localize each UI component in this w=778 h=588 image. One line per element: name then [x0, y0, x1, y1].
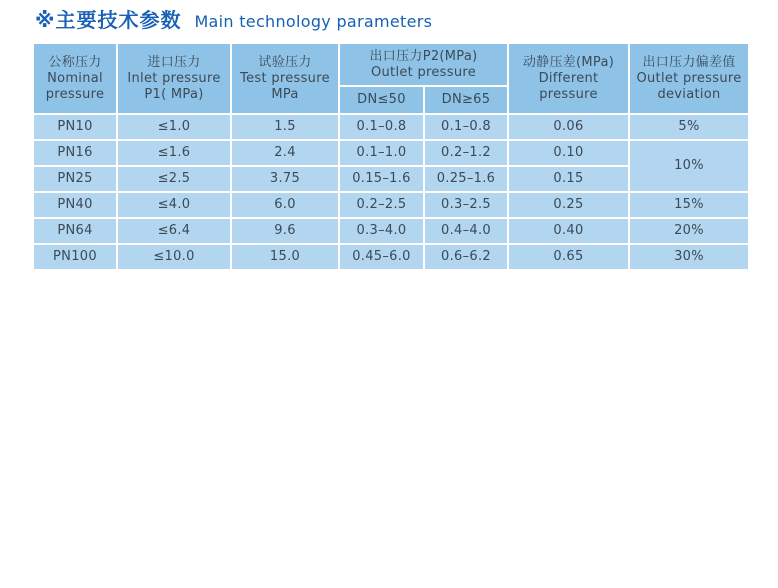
cell-nominal: PN64	[33, 218, 117, 244]
cell-test: 3.75	[231, 166, 339, 192]
cell-diff: 0.15	[508, 166, 629, 192]
cell-deviation-merged: 10%	[629, 140, 749, 192]
cell-nominal: PN40	[33, 192, 117, 218]
header-outlet-en: Outlet pressure	[370, 64, 477, 80]
header-outlet-zh: 出口压力P2(MPa)	[369, 48, 478, 64]
cell-dn65: 0.3–2.5	[424, 192, 508, 218]
cell-dn65: 0.4–4.0	[424, 218, 508, 244]
cell-inlet: ≤1.6	[117, 140, 231, 166]
header-different-pressure	[508, 43, 629, 114]
table-row-pn100	[33, 244, 749, 270]
header-dev-zh: 出口压力偏差值	[642, 54, 736, 70]
header-nominal-pressure	[33, 43, 117, 114]
header-nominal-en1: Nominal	[47, 70, 103, 86]
cell-dn65: 0.2–1.2	[424, 140, 508, 166]
header-dev-en2: deviation	[657, 86, 721, 102]
cell-dn50: 0.3–4.0	[339, 218, 424, 244]
cell-dn50: 0.15–1.6	[339, 166, 424, 192]
page-title-english: Main technology parameters	[194, 12, 433, 31]
header-nominal-en2: pressure	[45, 86, 105, 102]
cell-dn50: 0.2–2.5	[339, 192, 424, 218]
cell-test: 1.5	[231, 114, 339, 140]
header-test-pressure	[231, 43, 339, 114]
header-diff-en2: pressure	[539, 86, 598, 102]
header-nominal-zh: 公称压力	[48, 54, 102, 70]
header-inlet-zh: 进口压力	[147, 54, 201, 70]
header-dn-large: DN≥65	[424, 86, 508, 114]
header-diff-zh: 动静压差(MPa)	[522, 54, 615, 70]
cell-inlet: ≤4.0	[117, 192, 231, 218]
table-row-pn10	[33, 114, 749, 140]
cell-dn65: 0.6–6.2	[424, 244, 508, 270]
cell-dn65: 0.25–1.6	[424, 166, 508, 192]
cell-nominal: PN16	[33, 140, 117, 166]
header-dn-small: DN≤50	[339, 86, 424, 114]
header-outlet-pressure-group	[339, 43, 508, 86]
cell-diff: 0.40	[508, 218, 629, 244]
page-title	[35, 4, 432, 33]
cell-diff: 0.25	[508, 192, 629, 218]
table-row-pn64	[33, 218, 749, 244]
cell-nominal: PN25	[33, 166, 117, 192]
cell-dn50: 0.1–0.8	[339, 114, 424, 140]
cell-diff: 0.65	[508, 244, 629, 270]
table-row-pn16	[33, 140, 749, 166]
header-dev-en1: Outlet pressure	[636, 70, 742, 86]
header-test-en2: MPa	[271, 86, 299, 102]
cell-dn65: 0.1–0.8	[424, 114, 508, 140]
cell-test: 15.0	[231, 244, 339, 270]
cell-nominal: PN10	[33, 114, 117, 140]
header-test-en1: Test pressure	[240, 70, 330, 86]
parameters-table	[32, 42, 750, 271]
cell-dn50: 0.1–1.0	[339, 140, 424, 166]
cell-diff: 0.10	[508, 140, 629, 166]
header-diff-en1: Different	[538, 70, 599, 86]
header-inlet-en2: P1( MPa)	[144, 86, 204, 102]
cell-deviation: 15%	[629, 192, 749, 218]
header-outlet-deviation	[629, 43, 749, 114]
cell-test: 9.6	[231, 218, 339, 244]
cell-test: 2.4	[231, 140, 339, 166]
cell-nominal: PN100	[33, 244, 117, 270]
cell-inlet: ≤2.5	[117, 166, 231, 192]
header-test-zh: 试验压力	[258, 54, 312, 70]
header-inlet-pressure	[117, 43, 231, 114]
table-row-pn40	[33, 192, 749, 218]
cell-inlet: ≤6.4	[117, 218, 231, 244]
cell-deviation: 5%	[629, 114, 749, 140]
header-inlet-en1: Inlet pressure	[127, 70, 221, 86]
cell-dn50: 0.45–6.0	[339, 244, 424, 270]
cell-deviation: 20%	[629, 218, 749, 244]
cell-inlet: ≤1.0	[117, 114, 231, 140]
page-title-chinese: ※主要技术参数	[35, 8, 182, 32]
cell-diff: 0.06	[508, 114, 629, 140]
cell-test: 6.0	[231, 192, 339, 218]
cell-deviation: 30%	[629, 244, 749, 270]
cell-inlet: ≤10.0	[117, 244, 231, 270]
